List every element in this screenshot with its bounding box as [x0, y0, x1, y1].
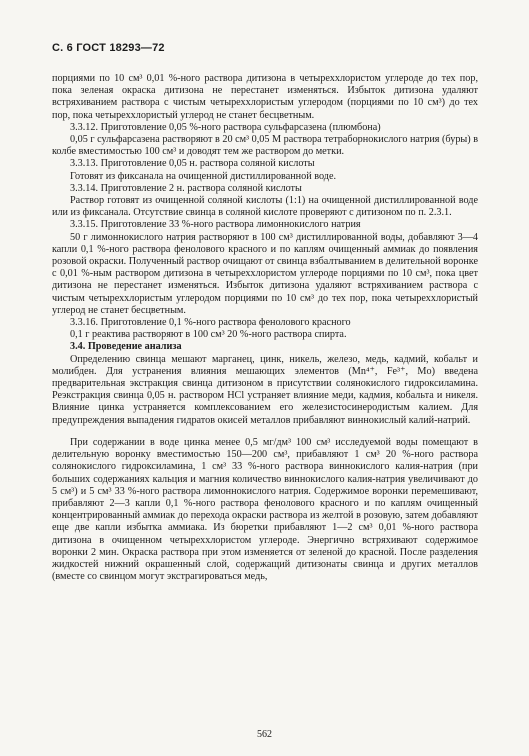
- section-heading: 3.3.14. Приготовление 2 н. раствора соляной кислоты: [70, 182, 302, 194]
- section-heading: 3.3.12. Приготовление 0,05 %-ного раствора сульфарсазена (плюмбона): [70, 121, 381, 133]
- paragraph: порциями по 10 см³ 0,01 %-ного раствора дитизона в четыреххлористом углероде до тех пор, пока зеленая окраска дитизона не перестанет изменяться. Избыток дитизона удаляют встряхиванием раствора с чистым четыреххлористым углеродом (порциями по 10 см³) до тех пор, пока четыреххлористый углерод не станет бесцветным.: [52, 73, 478, 121]
- paragraph: При содержании в воде цинка менее 0,5 мг/дм³ 100 см³ исследуемой воды помещают в делительную воронку вместимостью 150—200 см³, прибавляют 1 см³ 20 %-ного раствора солянокислого гидроксиламина, 1 см³ 33 %-ного раствора виннокислого калия-натрия (при больших содержаниях кальция и магния количество виннокислого калия-натрия увеличивают до 5 см³) и 5 см³ 33 %-ного раствора лимоннокислого натрия. Содержимое воронки перемешивают, прибавляют 2—3 капли 0,1 %-ного раствора фенолового красного и по каплям очищенный концентрированный аммиак до перехода окраски раствора из желтой в розовую, затем добавляют еще две капли избытка аммиака. Из бюретки прибавляют 1—2 см³ 0,01 %-ного раствора дитизона в очищенном четыреххлористом углероде. Энергично встряхивают содержимое воронки 2 мин. Окраска раствора при этом изменяется от зеленой до красной. После разделения жидкостей нижний окрашенный слой, содержащий дитизонаты свинца и других металлов (вместе со свинцом могут экстрагироваться медь,: [52, 436, 478, 583]
- section-heading: 3.3.13. Приготовление 0,05 н. раствора соляной кислоты: [70, 158, 315, 170]
- paragraph: Готовят из фиксанала на очищенной дистиллированной воде.: [70, 170, 337, 182]
- section-heading-bold: 3.4. Проведение анализа: [70, 341, 182, 353]
- paragraph: Раствор готовят из очищенной соляной кислоты (1:1) на очищенной дистиллированной воде или из фиксанала. Отсутствие свинца в соляной кислоте проверяют с дитизоном по п. 2.3.1.: [52, 195, 478, 219]
- document-body: [52, 73, 478, 583]
- section-heading: 3.3.15. Приготовление 33 %-ного раствора лимоннокислого натрия: [70, 219, 361, 231]
- section-heading: 3.3.16. Приготовление 0,1 %-ного раствора фенолового красного: [70, 317, 351, 329]
- paragraph: 0,1 г реактива растворяют в 100 см³ 20 %-ного раствора спирта.: [70, 329, 347, 341]
- paragraph: 50 г лимоннокислого натрия растворяют в 100 см³ дистиллированной воды, добавляют 3—4 капли 0,1 %-ного раствора фенолового красного и по каплям очищенный аммиак до появления розовой окраски. Полученный раствор очищают от свинца взбалтыванием в делительной воронке с 0,01 %-ным раствором дитизона в четыреххлористом углероде порциями по 10 см³, пока цвет дитизона не перестанет изменяться. Избыток дитизона удаляют встряхиванием раствора с чистым четыреххлористым углеродом порциями по 10 см³ до тех пор, пока четыреххлористый углерод не станет бесцветным.: [52, 231, 478, 316]
- page-number: 562: [257, 729, 272, 740]
- paragraph: Определению свинца мешают марганец, цинк, никель, железо, медь, кадмий, кобальт и молибден. Для устранения влияния мешающих элементов (Mn⁴⁺, Fe³⁺, Mo) введена предварительная экстракция свинца дитизоном в присутствии солянокислого гидроксиламина. Реэкстракция свинца 0,05 н. раствором HCl устраняет влияние меди, кадмия, кобальта и никеля. Влияние цинка устраняется комплексованием его железистосинеродистым калием. Для предупреждения выпадения гидратов окисей металлов прибавляют виннокислый калий-натрий.: [52, 353, 478, 426]
- paragraph: 0,05 г сульфарсазена растворяют в 20 см³ 0,05 М раствора тетраборнокислого натрия (буры) в колбе вместимостью 100 см³ и доводят тем же раствором до метки.: [52, 134, 479, 158]
- page-header: С. 6 ГОСТ 18293—72: [52, 42, 165, 54]
